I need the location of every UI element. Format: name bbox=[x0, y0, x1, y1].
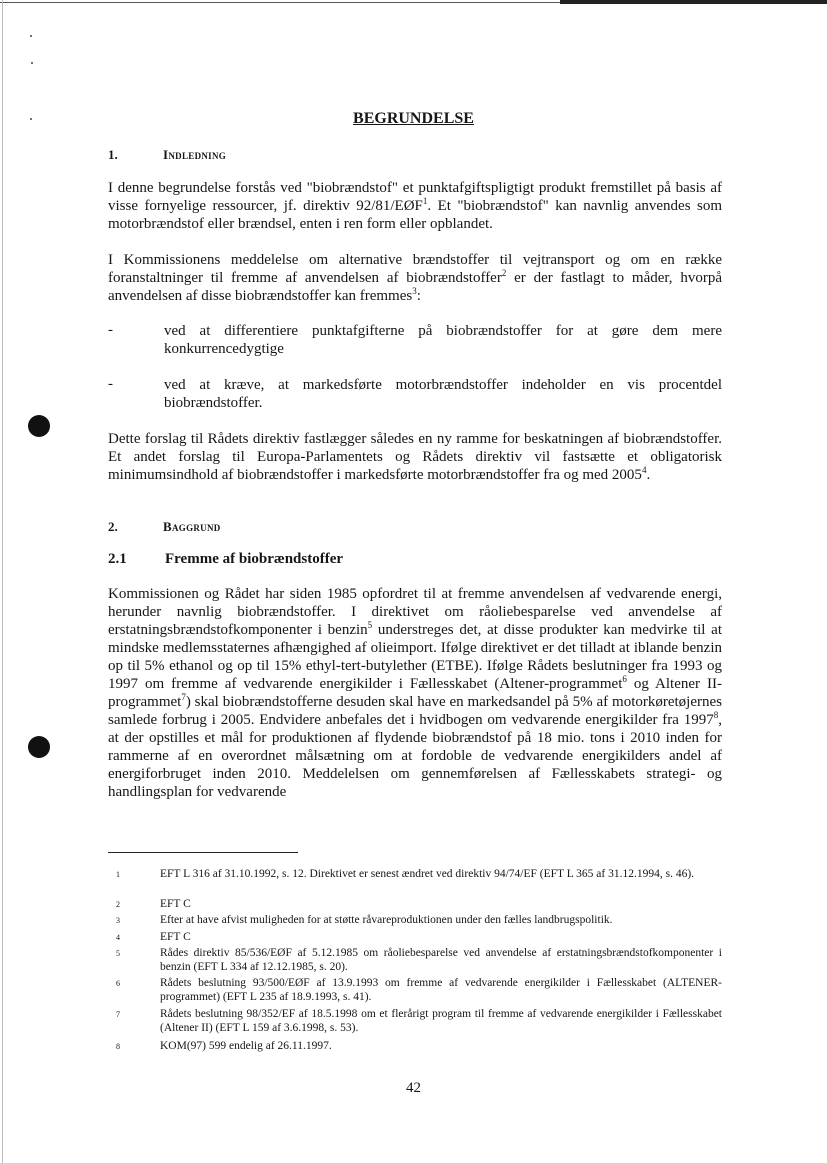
footnote: 1 EFT L 316 af 31.10.1992, s. 12. Direktivet er senest ændret ved direktiv 94/74/EF (EFT L 365 af 31.12.1994, s. 46). bbox=[116, 868, 695, 880]
footnote-ref[interactable]: 1 bbox=[422, 196, 428, 206]
footnote-ref[interactable]: 8 bbox=[713, 710, 719, 720]
page-number: 42 bbox=[406, 1080, 421, 1096]
footnote-ref[interactable]: 2 bbox=[501, 268, 507, 278]
section-number: 2.1 bbox=[108, 551, 127, 567]
punch-hole bbox=[28, 415, 50, 437]
footnote-ref[interactable]: 3 bbox=[412, 286, 417, 296]
section-number: 1. bbox=[108, 147, 118, 162]
footnote-ref[interactable]: 7 bbox=[181, 692, 186, 702]
footnote: 6 Rådets beslutning 93/500/EØF af 13.9.1993 om fremme af vedvarende energikilder i Fællesskabet (ALTENER-programmet) (EFT L 235 af 18.9.1993, s. 41). bbox=[116, 977, 722, 1003]
bullet-dash: - bbox=[108, 376, 113, 392]
footnote: 4 EFT C bbox=[116, 931, 191, 943]
footnote: 5 Rådes direktiv 85/536/EØF af 5.12.1985 om råoliebesparelse ved anvendelse af erstatningsbrændstofkomponenter i benzin (EFT L 334 af 12.12.1985, s. 20). bbox=[116, 947, 722, 973]
scan-edge-bar bbox=[560, 0, 827, 4]
footnote-separator bbox=[108, 852, 298, 853]
footnote: 3 Efter at have afvist muligheden for at støtte råvareproduktionen under den fælles landbrugspolitik. bbox=[116, 914, 613, 926]
footnote-ref[interactable]: 6 bbox=[622, 674, 627, 684]
scan-speck bbox=[31, 62, 33, 64]
paragraph-intro: I denne begrundelse forstås ved "biobrændstof" et punktafgiftspligtigt produkt fremstillet på basis af visse fornyelige ressourcer, jf. direktiv 92/81/EØF$^1$. Et "biobrændstof" kan navnlig anvendes som motorbrændstof eller brændsel, enten i ren form eller opblandet. bbox=[108, 180, 722, 232]
footnote-ref[interactable]: 4 bbox=[641, 465, 647, 475]
paragraph-proposal: Dette forslag til Rådets direktiv fastlægger således en ny ramme for beskatningen af biobrændstoffer. Et andet forslag til Europa-Parlamentets og Rådets direktiv vil fastsætte et obligatorisk minimumsindhold af biobrændstoffer i markedsførte motorbrændstoffer fra og med 2005$^4$. bbox=[108, 431, 722, 483]
paragraph-communication: I Kommissionens meddelelse om alternative brændstoffer til vejtransport og om en række foranstaltninger til fremme af anvendelsen af biobrændstoffer$^2$ er der fastlagt to måder, hvorpå anvendelsen af disse biobrændstoffer kan fremmes$^3$: bbox=[108, 252, 722, 304]
punch-hole bbox=[28, 736, 50, 758]
footnote: 8 KOM(97) 599 endelig af 26.11.1997. bbox=[116, 1040, 332, 1052]
footnote: 2 EFT C bbox=[116, 898, 191, 910]
bullet-dash: - bbox=[108, 322, 113, 338]
section-title: Indledning bbox=[163, 147, 227, 162]
bullet-item: ved at differentiere punktafgifterne på biobrændstoffer for at gøre dem mere konkurrencedygtige bbox=[164, 323, 722, 357]
paragraph-background: Kommissionen og Rådet har siden 1985 opfordret til at fremme anvendelsen af vedvarende energi, herunder navnlig biobrændstoffer. I direktivet om råoliebesparelse ved anvendelse af erstatningsbrændstofkomponenter i benzin$^5$ understreges det, at disse produkter kan medvirke til at mindske medlemsstaternes afhængighed af olieimport. Ifølge direktivet er det tilladt at iblande benzin op til 5% ethanol og op til 15% ethyl-tert-butylether (ETBE). Ifølge Rådets beslutninger fra 1993 og 1997 om fremme af vedvarende energikilder i Fællesskabet (Altener-programmet$^6$ og Altener II-programmet$^7$) skal biobrændstofferne desuden skal have en markedsandel på 5% af motorkøretøjernes samlede forbrug i 2005. Endvidere anbefales det i hvidbogen om vedvarende energikilder fra 1997$^8$, at der opstilles et mål for produktionen af flydende biobrændstof på 18 mio. tons i 2010 inden for rammerne af en overordnet målsætning om at fordoble de vedvarende energikilders andel af energiforbruget inden 2010. Meddelelsen om gennemførelsen af Fællesskabets strategi- og handlingsplan for vedvarende bbox=[108, 586, 722, 800]
footnote-ref[interactable]: 5 bbox=[367, 620, 373, 630]
scan-left-edge bbox=[2, 0, 3, 1163]
scan-speck bbox=[30, 35, 32, 37]
section-title: Baggrund bbox=[163, 519, 221, 534]
footnote: 7 Rådets beslutning 98/352/EF af 18.5.1998 om et flerårigt program til fremme af vedvarende energikilder i Fællesskabet (Altener II) (EFT L 159 af 3.6.1998, s. 53). bbox=[116, 1008, 722, 1034]
section-number: 2. bbox=[108, 519, 118, 534]
page-title: BEGRUNDELSE bbox=[353, 110, 474, 127]
bullet-item: ved at kræve, at markedsførte motorbrændstoffer indeholder en vis procentdel biobrændstoffer. bbox=[164, 377, 722, 411]
section-title: Fremme af biobrændstoffer bbox=[165, 551, 344, 567]
